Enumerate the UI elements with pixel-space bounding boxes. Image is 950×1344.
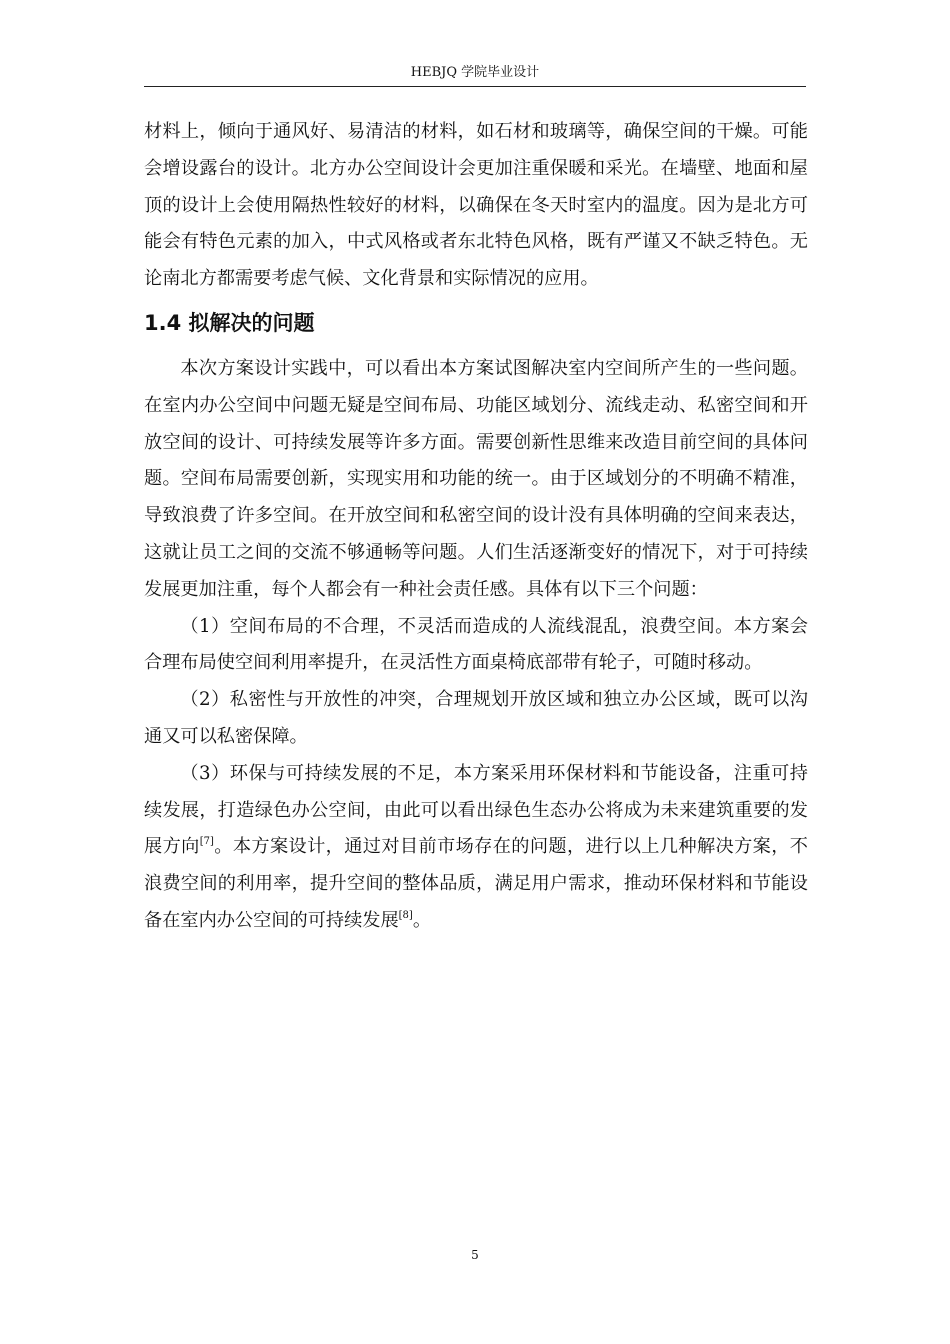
paragraph-climate-materials: 材料上，倾向于通风好、易清洁的材料，如石材和玻璃等，确保空间的干燥。可能会增设露台的设计。北方办公空间设计会更加注重保暖和采光。在墙壁、地面和屋顶的设计上会使用隔热性较好的材料，以确保在冬天时室内的温度。因为是北方可能会有特色元素的加入，中式风格或者东北特色风格，既有严谨又不缺乏特色。无论南北方都需要考虑气候、文化背景和实际情况的应用。 — [144, 121, 808, 290]
citation-ref-8: [8] — [398, 909, 413, 921]
page-header — [144, 64, 806, 87]
header-title: HEBJQ 学院毕业设计 — [410, 65, 540, 80]
paragraph-section-intro: 本次方案设计实践中，可以看出本方案试图解决室内空间所产生的一些问题。在室内办公空间中问题无疑是空间布局、功能区域划分、流线走动、私密空间和开放空间的设计、可持续发展等许多方面。需要创新性思维来改造目前空间的具体问题。空间布局需要创新，实现实用和功能的统一。由于区域划分的不明确不精准，导致浪费了许多空间。在开放空间和私密空间的设计没有具体明确的空间来表达，这就让员工之间的交流不够通畅等问题。人们生活逐渐变好的情况下，对于可持续发展更加注重，每个人都会有一种社会责任感。具体有以下三个问题： — [144, 357, 808, 600]
list-item-3-text-a: （3）环保与可持续发展的不足，本方案采用环保材料和节能设备，注重可持续发展，打造绿色办公空间，由此可以看出绿色生态办公将成为未来建筑重要的发展方向 — [144, 762, 808, 858]
list-item-1: （1）空间布局的不合理，不灵活而造成的人流线混乱，浪费空间。本方案会合理布局使空间利用率提升，在灵活性方面桌椅底部带有轮子，可随时移动。 — [144, 615, 808, 674]
section-heading — [144, 301, 808, 345]
page-number: 5 — [471, 1248, 479, 1262]
section-title: 拟解决的问题 — [188, 310, 315, 335]
list-item-3-text-c: 。 — [412, 909, 432, 931]
list-item-3 — [144, 756, 808, 940]
section-number: 1.4 — [144, 310, 182, 335]
list-item-2: （2）私密性与开放性的冲突，合理规划开放区域和独立办公区域，既可以沟通又可以私密保障。 — [144, 689, 808, 747]
document-body — [144, 114, 808, 940]
list-item-3-text-b: 。本方案设计，通过对目前市场存在的问题，进行以上几种解决方案，不浪费空间的利用率，提升空间的整体品质，满足用户需求，推动环保材料和节能设备在室内办公空间的可持续发展 — [144, 836, 808, 931]
citation-ref-7: [7] — [199, 836, 214, 848]
